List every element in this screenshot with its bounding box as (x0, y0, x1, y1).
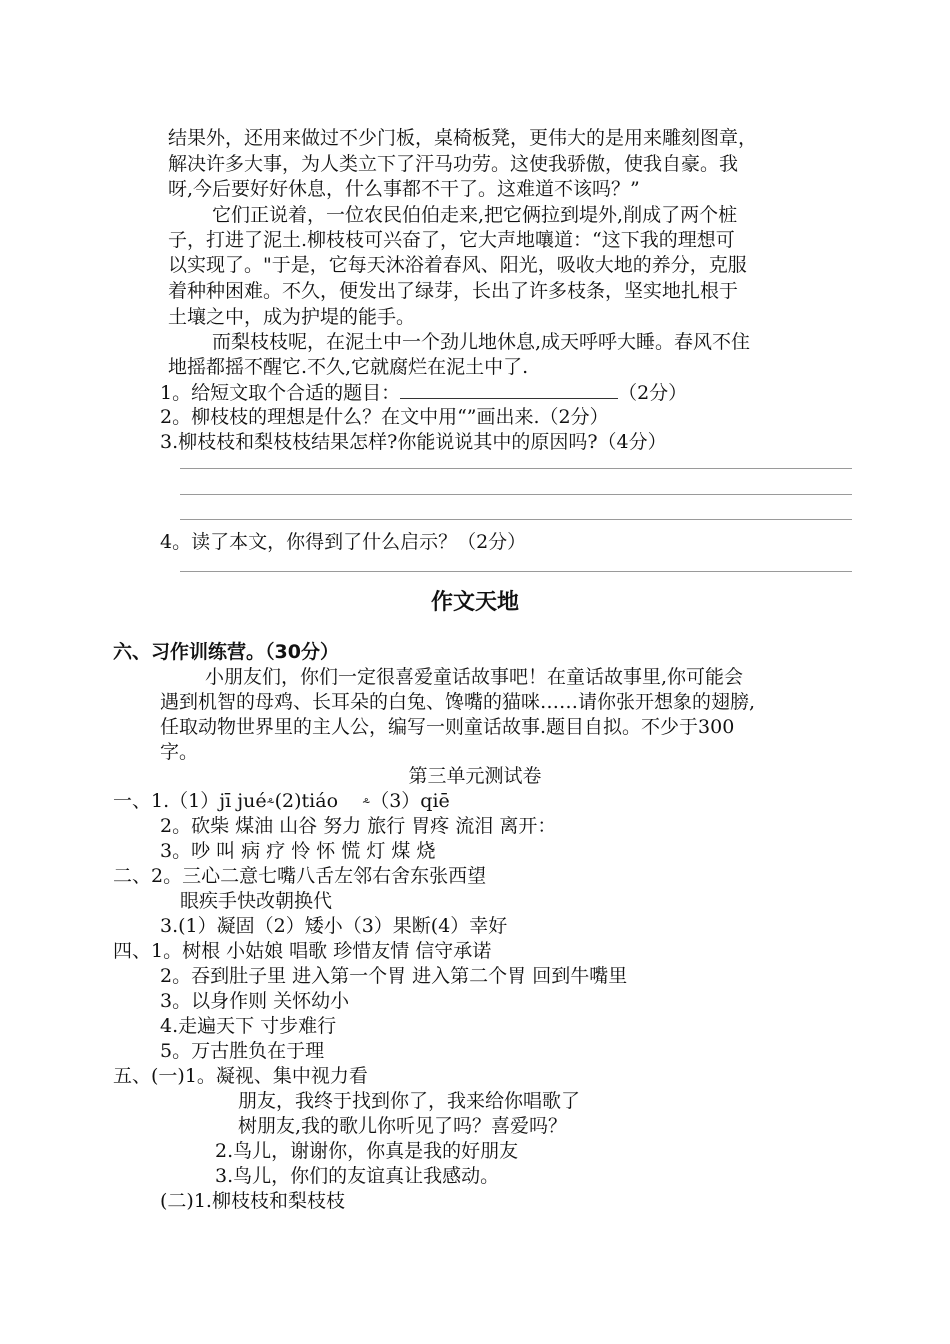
passage-line: 它们正说着，一位农民伯伯走来,把它俩拉到堤外,削成了两个桩 (212, 204, 738, 226)
question-1-score: （2分） (618, 382, 688, 404)
answer-line: 4.走遍天下 寸步难行 (160, 1015, 337, 1037)
answer-line-1 (113, 789, 450, 815)
answer-line: 3。以身作则 关怀幼小 (160, 990, 350, 1012)
passage-line: 土壤之中，成为护堤的能手。 (168, 306, 416, 328)
question-2: 2。柳枝枝的理想是什么？在文中用“”画出来.（2分） (160, 406, 609, 428)
answer-line: 五、(一)1。凝视、集中视力看 (113, 1065, 368, 1087)
title-blank[interactable] (400, 380, 618, 399)
question-1 (160, 380, 687, 405)
question-4: 4。读了本文，你得到了什么启示？（2分） (160, 531, 527, 553)
question-1-text: 1。给短文取个合适的题目： (160, 382, 401, 404)
passage-line: 地摇都摇不醒它.不久,它就腐烂在泥土中了. (168, 356, 529, 378)
prompt-line: 任取动物世界里的主人公，编写一则童话故事.题目自拟。不少于300 (160, 716, 735, 738)
answer-line[interactable] (180, 468, 852, 469)
answer-line: 二、2。三心二意七嘴八舌左邻右舍东张西望 (113, 865, 487, 887)
answer-line: 3.(1）凝固（2）矮小（3）果断(4）幸好 (160, 915, 508, 937)
answer-1-pinyin-c: （3）qiē (370, 790, 450, 812)
answer-line: 眼疾手快改朝换代 (180, 890, 333, 912)
answer-line[interactable] (180, 571, 852, 572)
passage-line: 以实现了。"于是，它每天沐浴着春风、阳光，吸收大地的养分，克服 (168, 254, 747, 276)
answer-line: 3.鸟儿，你们的友谊真让我感动。 (215, 1165, 500, 1187)
prompt-line: 小朋友们，你们一定很喜爱童话故事吧！在童话故事里,你可能会 (205, 666, 744, 688)
prompt-line: 遇到机智的母鸡、长耳朵的白兔、馋嘴的猫咪……请你张开想象的翅膀, (160, 691, 756, 713)
passage-line: 呀,今后要好好休息，什么事都不干了。这难道不该吗？” (168, 178, 640, 200)
answer-line[interactable] (180, 519, 852, 520)
passage-line: 而梨枝枝呢，在泥土中一个劲儿地休息,成天呼呼大睡。春风不住 (212, 331, 751, 353)
rubbing-mark-icon: ⸛ (266, 795, 275, 811)
question-3: 3.柳枝枝和梨枝枝结果怎样?你能说说其中的原因吗?（4分） (160, 431, 667, 453)
passage-line: 结果外，还用来做过不少门板，桌椅板凳，更伟大的是用来雕刻图章， (168, 127, 758, 149)
passage-line: 解决许多大事，为人类立下了汗马功劳。这使我骄傲，使我自豪。我 (168, 153, 739, 175)
answer-line: (二)1.柳枝枝和梨枝枝 (160, 1190, 345, 1212)
answer-line[interactable] (180, 494, 852, 495)
answer-line: 3。吵 叫 病 疗 怜 怀 慌 灯 煤 烧 (160, 840, 436, 862)
answer-line: 2。吞到肚子里 进入第一个胃 进入第二个胃 回到牛嘴里 (160, 965, 628, 987)
passage-line: 着种种困难。不久，便发出了绿芽，长出了许多枝条，坚实地扎根于 (168, 280, 739, 302)
answer-key-title: 第三单元测试卷 (408, 765, 542, 787)
rubbing-mark-icon: ⸛ (362, 795, 371, 811)
answer-line: 2.鸟儿，谢谢你，你真是我的好朋友 (215, 1140, 519, 1162)
composition-heading: 六、习作训练营。（30分） (113, 641, 339, 663)
answer-line: 朋友，我终于找到你了，我来给你唱歌了 (238, 1090, 581, 1112)
answer-1-pinyin-b: (2)tiáo (274, 790, 339, 812)
passage-line: 子，打进了泥土.柳枝枝可兴奋了，它大声地嚷道：“这下我的理想可 (168, 229, 735, 251)
answer-line: 四、1。树根 小姑娘 唱歌 珍惜友情 信守承诺 (113, 940, 492, 962)
answer-line: 树朋友,我的歌儿你听见了吗？喜爱吗？ (238, 1115, 568, 1137)
answer-line: 5。万古胜负在于理 (160, 1040, 325, 1062)
prompt-line: 字。 (160, 741, 199, 763)
section-title: 作文天地 (430, 590, 519, 615)
answer-1-pinyin-a: 一、1.（1）jī jué (113, 790, 267, 812)
answer-line: 2。砍柴 煤油 山谷 努力 旅行 胃疼 流泪 离开： (160, 815, 557, 837)
